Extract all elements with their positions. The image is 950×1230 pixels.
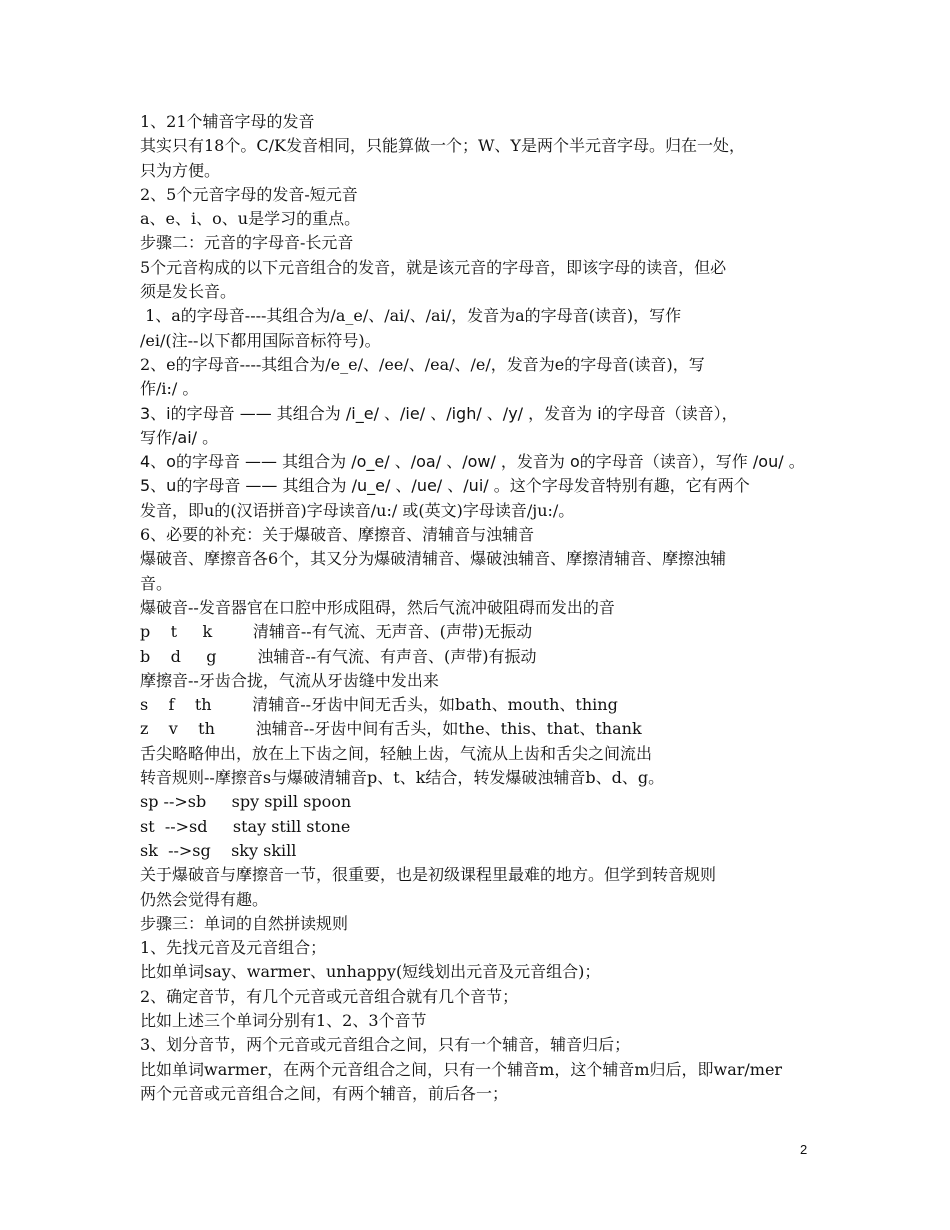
text-line: 音。 — [140, 573, 173, 593]
text-line: 1、先找元音及元音组合； — [140, 938, 327, 958]
text-line: z v th 浊辅音--牙齿中间有舌头，如the、this、that、thank — [140, 719, 642, 739]
text-line: 2、5个元音字母的发音-短元音 — [140, 184, 358, 204]
text-line: 6、必要的补充：关于爆破音、摩擦音、清辅音与浊辅音 — [140, 525, 535, 545]
text-line: 须是发长音。 — [140, 282, 237, 302]
text-line: b d g 浊辅音--有气流、有声音、(声带)有振动 — [140, 646, 537, 666]
text-line: 1、a的字母音----其组合为/a_e/、/ai/、/ai/，发音为a的字母音(读音)，写作 — [140, 306, 682, 326]
text-line: 3、划分音节，两个元音或元音组合之间，只有一个辅音，辅音归后； — [140, 1035, 631, 1055]
text-line: 摩擦音--牙齿合拢，气流从牙齿缝中发出来 — [140, 670, 439, 690]
text-line: 转音规则--摩擦音s与爆破清辅音p、t、k结合，转发爆破浊辅音b、d、g。 — [140, 768, 665, 788]
text-line: 其实只有18个。C/K发音相同，只能算做一个；W、Y是两个半元音字母。归在一处， — [140, 136, 745, 156]
text-line: 步骤二：元音的字母音-长元音 — [140, 233, 354, 253]
text-line: 1、21个辅音字母的发音 — [140, 112, 315, 131]
text-line: 写作/ai/ 。 — [140, 427, 219, 447]
text-line: 关于爆破音与摩擦音一节，很重要，也是初级课程里最难的地方。但学到转音规则 — [140, 865, 717, 885]
text-line: 4、o的字母音 —— 其组合为 /o_e/ 、/oa/ 、/ow/ ，发音为 o的字母音（读音），写作 /ou/ 。 — [140, 452, 805, 472]
text-line: 仍然会觉得有趣。 — [140, 889, 269, 909]
text-line: /ei/(注--以下都用国际音标符号)。 — [140, 330, 381, 350]
page-number: 2 — [800, 1142, 808, 1157]
text-line: 发音，即u的(汉语拼音)字母读音/u:/ 或(英文)字母读音/ju:/。 — [140, 500, 575, 520]
text-line: p t k 清辅音--有气流、无声音、(声带)无振动 — [140, 622, 533, 642]
text-line: a、e、i、o、u是学习的重点。 — [140, 209, 361, 229]
text-line: sk -->sg sky skill — [140, 840, 297, 860]
text-line: 3、i的字母音 —— 其组合为 /i_e/ 、/ie/ 、/igh/ 、/y/ ，发音为 i的字母音（读音）， — [140, 403, 738, 423]
text-line: 两个元音或元音组合之间，有两个辅音，前后各一； — [140, 1083, 509, 1103]
text-line: 爆破音--发音器官在口腔中形成阻碍，然后气流冲破阻碍而发出的音 — [140, 597, 615, 617]
text-line: 步骤三：单词的自然拼读规则 — [140, 913, 349, 933]
text-line: 2、e的字母音----其组合为/e_e/、/ee/、/ea/、/e/，发音为e的字母音(读音)，写 — [140, 354, 705, 374]
text-line: 5个元音构成的以下元音组合的发音，就是该元音的字母音，即该字母的读音，但必 — [140, 257, 727, 277]
text-line: 2、确定音节，有几个元音或元音组合就有几个音节； — [140, 986, 519, 1006]
document-body — [140, 110, 830, 1106]
text-line: 作/i:/ 。 — [140, 379, 199, 399]
text-line: 舌尖略略伸出，放在上下齿之间，轻触上齿，气流从上齿和舌尖之间流出 — [140, 743, 653, 763]
text-line: s f th 清辅音--牙齿中间无舌头，如bath、mouth、thing — [140, 695, 618, 715]
text-line: 5、u的字母音 —— 其组合为 /u_e/ 、/ue/ 、/ui/ 。这个字母发音特别有趣，它有两个 — [140, 476, 750, 496]
text-line: sp -->sb spy spill spoon — [140, 792, 352, 812]
text-line: 爆破音、摩擦音各6个，其又分为爆破清辅音、爆破浊辅音、摩擦清辅音、摩擦浊辅 — [140, 549, 727, 569]
text-line: 比如单词warmer，在两个元音组合之间，只有一个辅音m，这个辅音m归后，即war/mer — [140, 1059, 783, 1079]
text-line: 只为方便。 — [140, 160, 221, 180]
text-line: 比如上述三个单词分别有1、2、3个音节 — [140, 1010, 427, 1030]
text-line: 比如单词say、warmer、unhappy(短线划出元音及元音组合)； — [140, 962, 601, 982]
text-line: st -->sd stay still stone — [140, 816, 351, 836]
